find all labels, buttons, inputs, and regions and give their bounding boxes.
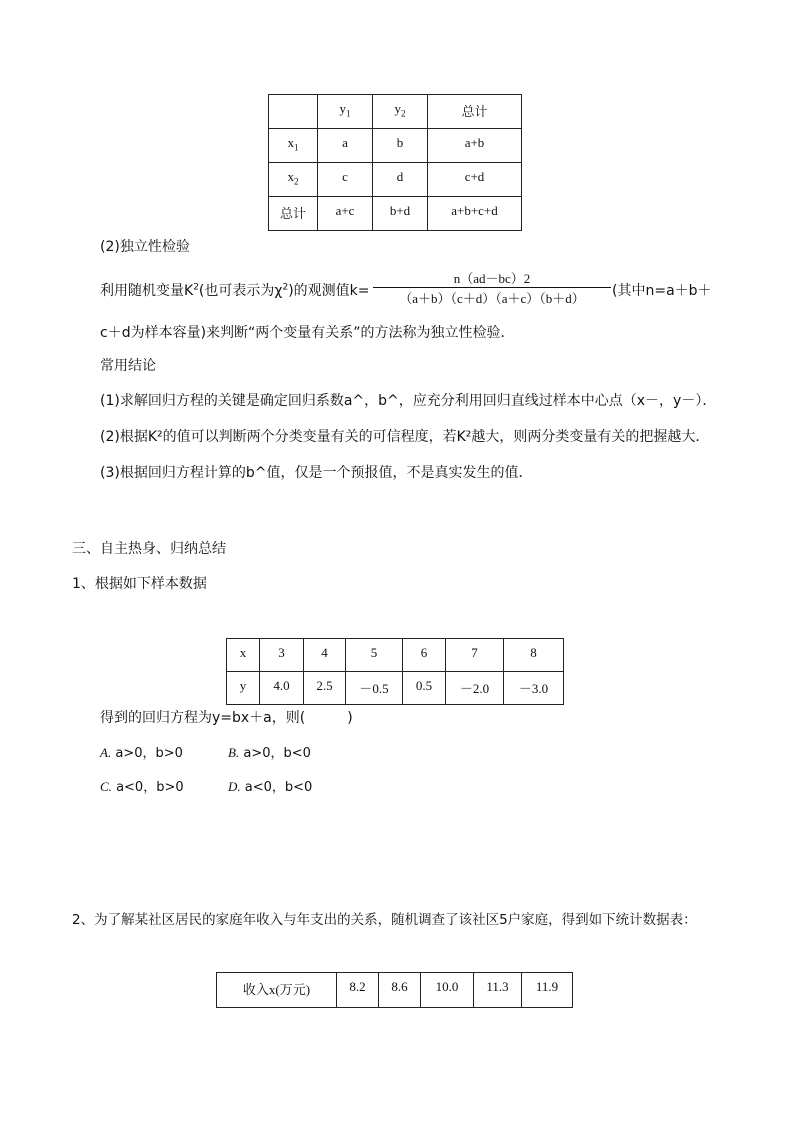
row-label: x [227, 639, 260, 672]
table-cell: 7 [446, 639, 504, 672]
independence-text: 利用随机变量$K^2$(也可表示为$\chi^2$)的观测值k= [100, 282, 370, 299]
table-cell: c+d [428, 163, 522, 197]
table-cell: 11.3 [474, 973, 522, 1008]
option-text: a<0，b<0 [244, 780, 313, 795]
table-cell: b+d [373, 197, 428, 231]
table-row [269, 197, 522, 231]
section-heading-independence: (2)独立性检验 [100, 239, 190, 255]
table-header-row [269, 95, 522, 129]
table-cell: 8.2 [337, 973, 379, 1008]
question-1-text: 得到的回归方程为y=bx＋a，则( ) [100, 710, 353, 726]
table-header-cell: 总计 [428, 95, 522, 129]
conclusions-heading: 常用结论 [100, 358, 156, 374]
table-cell: 4.0 [260, 672, 304, 705]
table-cell: a [318, 129, 373, 163]
table-cell: a+c [318, 197, 373, 231]
table-cell: d [373, 163, 428, 197]
table-header-cell: $y_2$ [373, 95, 428, 129]
income-table [216, 972, 573, 1008]
table-cell: 4 [304, 639, 346, 672]
table-row [269, 163, 522, 197]
table-row [217, 973, 573, 1008]
conclusion-item: (3)根据回归方程计算的b^值，仅是一个预报值，不是真实发生的值． [100, 465, 533, 481]
sample-data-table [226, 638, 564, 705]
option-letter: A. [100, 745, 112, 760]
conclusion-item: (1)求解回归方程的关键是确定回归系数a^，b^，应充分利用回归直线过样本中心点（x－，y－）． [100, 393, 717, 409]
option-b[interactable] [228, 742, 311, 761]
fraction-numerator: n（ad－bc）2 [453, 271, 531, 286]
table-cell [269, 95, 318, 129]
option-a[interactable] [100, 742, 183, 761]
table-header-cell: $y_1$ [318, 95, 373, 129]
row-label: 收入x(万元) [217, 973, 337, 1008]
k-formula-fraction [373, 268, 611, 307]
table-cell: 8.6 [379, 973, 421, 1008]
table-cell: a+b+c+d [428, 197, 522, 231]
question-1-prompt: 1、根据如下样本数据 [72, 576, 207, 592]
fraction-denominator: （a＋b）（c＋d）（a＋c）（b＋d） [399, 291, 585, 306]
table-cell: －3.0 [504, 672, 564, 705]
row-label: $x_1$ [269, 129, 318, 163]
independence-text-tail: (其中n=a＋b＋ [612, 283, 712, 299]
table-cell: c [318, 163, 373, 197]
table-cell: 0.5 [403, 672, 446, 705]
table-cell: a+b [428, 129, 522, 163]
row-label: $x_2$ [269, 163, 318, 197]
table-cell: 2.5 [304, 672, 346, 705]
table-cell: 3 [260, 639, 304, 672]
conclusion-item: (2)根据K²的值可以判断两个分类变量有关的可信程度，若K²越大，则两分类变量有关的把握越大． [100, 429, 710, 445]
table-cell: 8 [504, 639, 564, 672]
table-cell: 11.9 [522, 973, 573, 1008]
row-label: y [227, 672, 260, 705]
independence-text-line2: c＋d为样本容量)来判断“两个变量有关系”的方法称为独立性检验． [100, 325, 515, 341]
table-cell: 10.0 [421, 973, 474, 1008]
option-c[interactable] [100, 776, 184, 795]
table-cell: －2.0 [446, 672, 504, 705]
contingency-table [268, 94, 522, 231]
option-letter: B. [228, 745, 240, 760]
option-d[interactable] [228, 776, 312, 795]
table-cell: －0.5 [346, 672, 403, 705]
option-letter: C. [100, 779, 112, 794]
table-cell: 5 [346, 639, 403, 672]
section-heading-3: 三、自主热身、归纳总结 [72, 541, 226, 557]
question-2-prompt: 2、为了解某社区居民的家庭年收入与年支出的关系，随机调查了该社区5户家庭，得到如下统计数据表： [72, 912, 697, 928]
row-label: 总计 [269, 197, 318, 231]
table-cell: 6 [403, 639, 446, 672]
table-cell: b [373, 129, 428, 163]
table-row [227, 672, 564, 705]
table-row [227, 639, 564, 672]
table-row [269, 129, 522, 163]
option-text: a<0，b>0 [116, 780, 184, 795]
option-text: a>0，b>0 [115, 746, 183, 761]
option-text: a>0，b<0 [243, 746, 311, 761]
option-letter: D. [228, 779, 241, 794]
